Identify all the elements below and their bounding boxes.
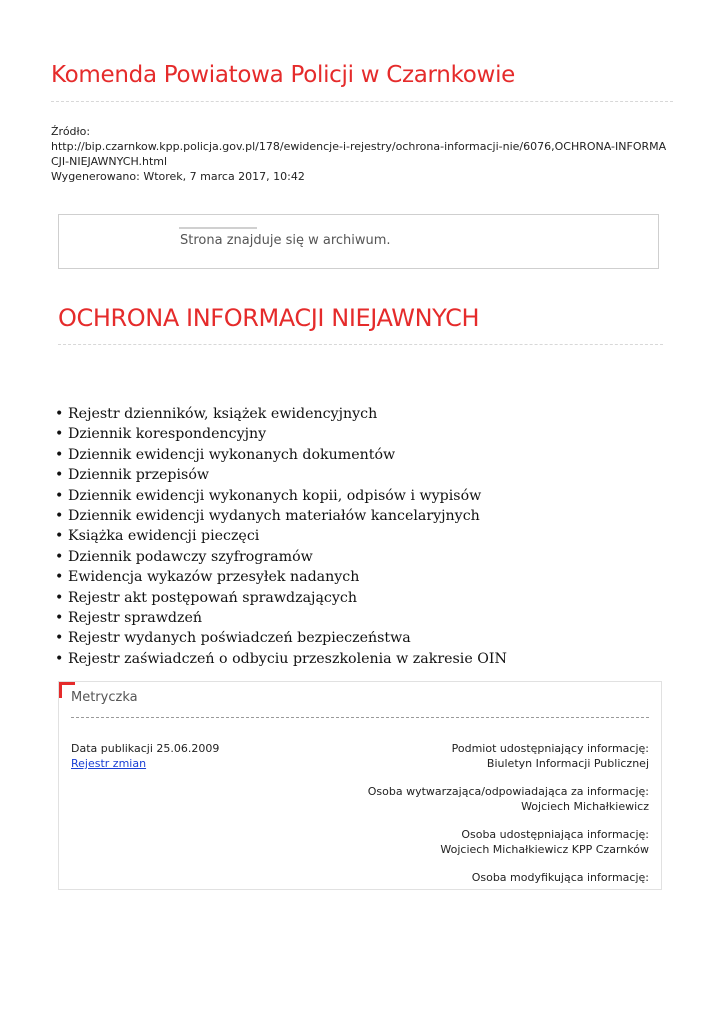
metryczka-divider <box>71 717 649 718</box>
list-item: • Dziennik przepisów <box>54 465 507 485</box>
list-item: • Książka ewidencji pieczęci <box>54 526 507 546</box>
list-item: • Ewidencja wykazów przesyłek nadanych <box>54 567 507 587</box>
list-item: • Rejestr zaświadczeń o odbyciu przeszkolenia w zakresie OIN <box>54 649 507 669</box>
archive-notice-box <box>58 214 659 269</box>
archive-notice-text: Strona znajduje się w archiwum. <box>180 233 391 248</box>
title-divider <box>51 101 673 102</box>
metryczka-title: Metryczka <box>71 690 138 705</box>
modifier-label: Osoba modyfikująca informację: <box>471 871 649 884</box>
source-url: http://bip.czarnkow.kpp.policja.gov.pl/178/ewidencje-i-rejestry/ochrona-informacji-nie/6076,OCHRONA-INFORMACJI-NIEJAWNYCH.html <box>51 140 667 168</box>
list-item: • Dziennik podawczy szyfrogramów <box>54 547 507 567</box>
page-title-divider <box>58 344 663 345</box>
register-list <box>54 404 507 669</box>
author-value: Wojciech Michałkiewicz <box>521 800 649 813</box>
provider-group <box>368 741 649 771</box>
publisher-value: Wojciech Michałkiewicz KPP Czarnków <box>440 843 649 856</box>
author-label: Osoba wytwarzająca/odpowiadająca za informację: <box>367 785 649 798</box>
page-title: OCHRONA INFORMACJI NIEJAWNYCH <box>58 304 480 332</box>
list-item: • Rejestr dzienników, książek ewidencyjnych <box>54 404 507 424</box>
metryczka-box <box>58 681 662 890</box>
list-item: • Rejestr wydanych poświadczeń bezpieczeństwa <box>54 628 507 648</box>
author-group <box>368 784 649 814</box>
source-label: Źródło: <box>51 125 91 138</box>
publisher-label: Osoba udostępniająca informację: <box>461 828 649 841</box>
archive-notice-bar <box>179 227 257 229</box>
source-meta <box>51 124 673 184</box>
list-item: • Dziennik ewidencji wydanych materiałów kancelaryjnych <box>54 506 507 526</box>
generated-timestamp: Wygenerowano: Wtorek, 7 marca 2017, 10:42 <box>51 170 305 183</box>
list-item: • Dziennik ewidencji wykonanych kopii, odpisów i wypisów <box>54 486 507 506</box>
metryczka-left <box>71 741 219 771</box>
list-item: • Rejestr sprawdzeń <box>54 608 507 628</box>
list-item: • Dziennik korespondencyjny <box>54 424 507 444</box>
metryczka-right <box>368 741 649 898</box>
provider-value: Biuletyn Informacji Publicznej <box>486 757 649 770</box>
list-item: • Rejestr akt postępowań sprawdzających <box>54 588 507 608</box>
site-title: Komenda Powiatowa Policji w Czarnkowie <box>51 62 516 88</box>
provider-label: Podmiot udostępniający informację: <box>451 742 649 755</box>
publisher-group <box>368 827 649 857</box>
publication-date: Data publikacji 25.06.2009 <box>71 742 220 755</box>
list-item: • Dziennik ewidencji wykonanych dokumentów <box>54 445 507 465</box>
modifier-group <box>368 870 649 885</box>
changes-register-link[interactable]: Rejestr zmian <box>71 757 147 770</box>
